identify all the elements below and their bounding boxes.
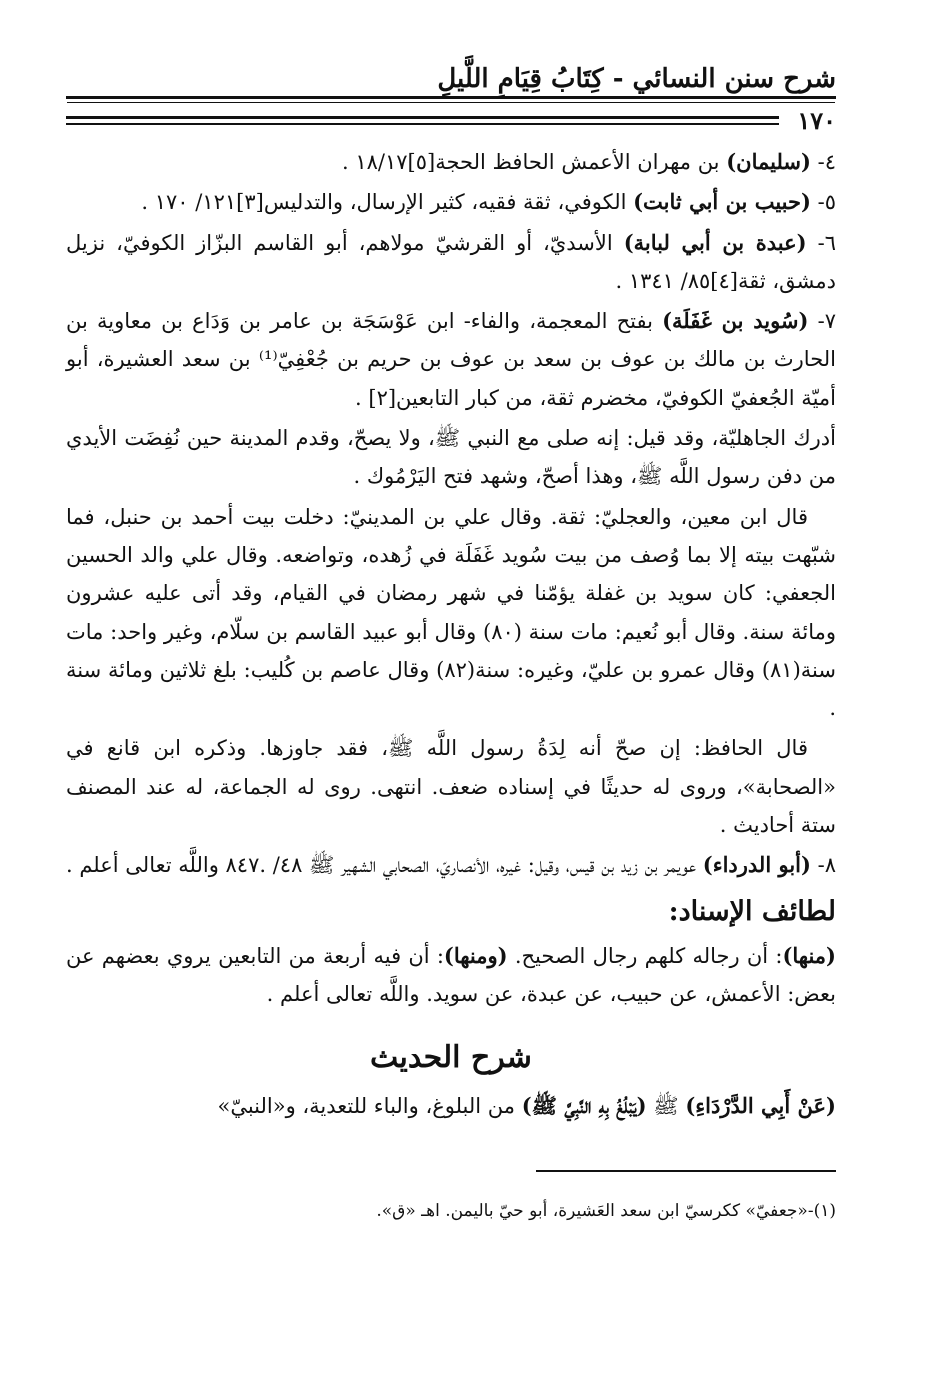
narrator-name: (سليمان) — [726, 149, 811, 174]
hadith-quote-1: (عَنْ أَبِي الدَّرْدَاءِ) — [685, 1093, 836, 1119]
entry-text: بن مهران الأعمش الحافظ الحجة[٥]١٨/١٧ . — [341, 150, 727, 174]
entry-text: الكوفي، ثقة فقيه، كثير الإرسال، والتدليس[٣]١٢١/ ١٧٠ . — [141, 190, 634, 215]
header-rule — [66, 96, 836, 99]
narrator-7-paragraph-3: قال ابن معين، والعجليّ: ثقة. وقال علي بن المدينيّ: دخلت بيت أحمد بن حنبل، فما شبّهت بيته إلا بما وُصف من بيت سُويد غَفَلَة في زُهده، وتواضعه. وقال علي والد الحسين الجعفي: كان سويد بن غفلة يؤمّنا في شهر رمضان في القيام، وقد أتى عليه عشرون ومائة سنة. وقال أبو نُعيم: مات سنة (٨٠) وقال أبو عبيد القاسم بن سلّام، وغير واحد: مات سنة(٨١) وقال عمرو بن عليّ، وغيره: سنة(٨٢) وقال عاصم بن كُليب: بلغ ثلاثين ومائة سنة . — [66, 504, 836, 721]
lataif-label-2: (ومنها) — [443, 942, 508, 968]
entry-number: ٦- — [806, 230, 836, 255]
entry-number: ٨- — [810, 853, 836, 878]
page-number-row — [66, 105, 836, 135]
narrator-name: (عبدة بن أبي لبابة) — [623, 229, 807, 255]
narrator-7-paragraph-4: قال الحافظ: إن صحّ أنه لِدَةُ رسول اللَّه ﷺ، فقد جاوزها. وذكره ابن قانع في «الصحابة»، وروى له حديثًا في إسناده ضعف. انتهى. روى له الجماعة، له عند المصنف ستة أحاديث . — [66, 736, 836, 838]
narrator-entry-4 — [66, 143, 836, 181]
running-header-title: شرح سنن النسائي - كِتَابُ قِيَامِ اللَّيلِ — [437, 64, 836, 94]
narrator-entry-7 — [66, 302, 836, 417]
narrator-7-paragraph-2: أدرك الجاهليّة، وقد قيل: إنه صلى مع النبي ﷺ، ولا يصحّ، وقدم المدينة حين نُفِضَت الأيدي من دفن رسول اللَّه ﷺ، وهذا أصحّ، وشهد فتح اليَرْمُوك . — [66, 426, 836, 489]
sharh-text-2: من البلوغ، والباء للتعدية، و«النبيّ» — [217, 1094, 522, 1119]
entry-text: عويمر بن زيد بن قيس، وقيل: غيره، الأنصاريّ، الصحابي الشهير ﷺ ٤٨/ .٨٤٧ واللَّه تعالى أعلم . — [65, 853, 703, 878]
footnote: (١)-«جعفيّ» ككرسيّ ابن سعد العَشيرة، أبو حيّ باليمن. اهـ «ق». — [376, 1200, 836, 1221]
narrator-name: (حبيب بن أبي ثابت) — [633, 189, 811, 215]
entry-number: ٤- — [810, 150, 836, 174]
book-page — [66, 50, 836, 1243]
entry-number: ٥- — [810, 190, 836, 215]
entry-text: الأسديّ، أو القرشيّ مولاهم، أبو القاسم البزّاز الكوفيّ، نزيل دمشق، ثقة[٤]٨٥/ ١٣٤١ . — [66, 230, 836, 293]
hadith-quote-2: (يَبْلُغُ بِهِ النَّبِيَّ ﷺ) — [521, 1093, 647, 1119]
entry-text: بفتح المعجمة، والفاء- ابن عَوْسَجَة بن عامر بن وَدَاع بن معاوية بن الحارث بن مالك بن عوف بن سعد بن عوف بن حريم بن جُعْفِيّ⁽¹⁾ بن سعد العشيرة، أبو أميّة الجُعفيّ الكوفيّ، مخضرم ثقة، من كبار التابعين[٢] . — [66, 309, 836, 410]
running-header — [66, 50, 836, 94]
page-number-rule — [66, 116, 779, 125]
sharh-text-1: ﷺ — [646, 1094, 686, 1119]
page-number: ١٧٠ — [797, 105, 836, 135]
narrator-entry-8 — [66, 846, 836, 884]
lataif-label-1: (منها) — [782, 942, 836, 968]
narrator-entry-6 — [66, 224, 836, 301]
lataif-paragraph — [66, 937, 836, 1014]
entry-number: ٧- — [808, 309, 836, 334]
narrator-name: (سُويد بن غَفَلَة) — [662, 308, 809, 334]
sharh-heading: شرح الحديث — [370, 1040, 532, 1076]
lataif-text-1: : أن رجاله كلهم رجال الصحيح. — [507, 943, 783, 968]
footnote-rule — [536, 1170, 836, 1172]
narrator-name: (أبو الدرداء) — [702, 852, 811, 878]
lataif-text-2: : أن فيه أربعة من التابعين يروي بعضهم عن بعض: الأعمش، عن حبيب، عن عبدة، عن سويد. واللَّه تعالى أعلم . — [66, 943, 836, 1006]
sharh-paragraph — [66, 1087, 836, 1125]
page-content — [66, 143, 836, 1226]
lataif-heading: لطائف الإسناد: — [668, 895, 836, 927]
narrator-entry-5 — [66, 183, 836, 221]
